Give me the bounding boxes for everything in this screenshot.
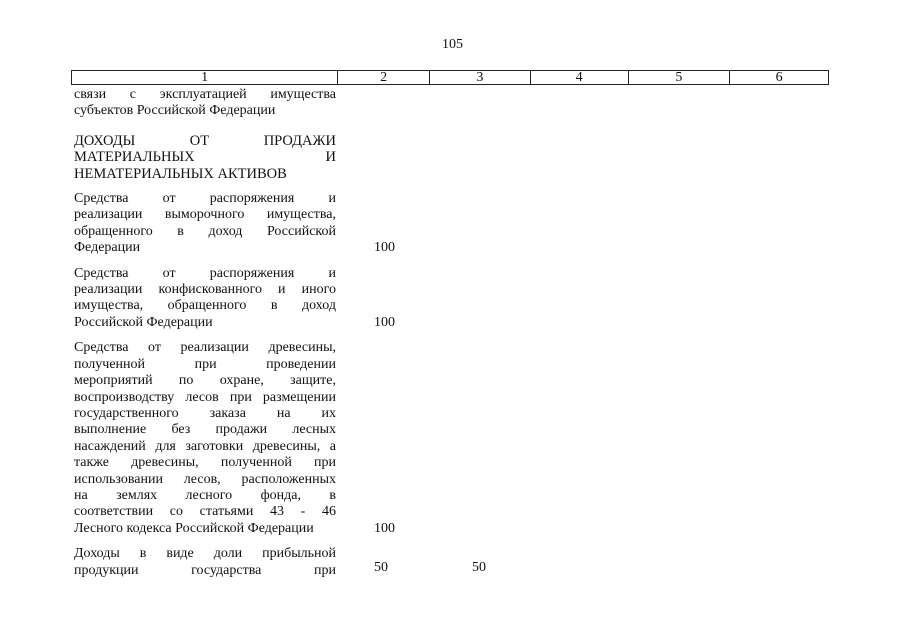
row-text-line: выполнение без продажи лесных [74, 422, 336, 438]
row-value-col-2: 100 [374, 520, 395, 536]
row-text-line: имущества, обращенного в доход [74, 298, 336, 314]
header-col-2: 2 [338, 71, 430, 84]
row-description [74, 133, 336, 182]
row-text-line: Лесного кодекса Российской Федерации [74, 520, 314, 536]
row-value-col-2: 50 [374, 560, 388, 576]
table-row [74, 266, 834, 332]
row-text-line: реализации конфискованного и иного [74, 282, 336, 298]
row-description [74, 546, 336, 579]
row-text-line: ДОХОДЫ ОТ ПРОДАЖИ [74, 132, 336, 149]
header-col-4: 4 [531, 71, 629, 84]
header-col-5: 5 [629, 71, 731, 84]
row-text-line: НЕМАТЕРИАЛЬНЫХ АКТИВОВ [74, 165, 287, 182]
row-text-line: продукции государства при [74, 562, 336, 578]
row-text-line: Доходы в виде доли прибыльной [74, 546, 336, 562]
row-text-line: реализации выморочного имущества, [74, 207, 336, 223]
row-description [74, 266, 336, 332]
row-text-line: соответствии со статьями 43 - 46 [74, 504, 336, 520]
row-text-line: воспроизводству лесов при размещении [74, 389, 336, 405]
row-text-line: МАТЕРИАЛЬНЫХ И [74, 149, 336, 166]
table-row [74, 191, 834, 257]
header-col-6: 6 [775, 70, 783, 85]
row-value-col-3: 50 [472, 560, 486, 576]
row-text-line: также древесины, полученной при [74, 455, 336, 471]
row-text-line: субъектов Российской Федерации [74, 103, 276, 119]
table-body [74, 87, 834, 588]
table-row [74, 340, 834, 537]
row-text-line: связи с эксплуатацией имущества [74, 87, 336, 102]
row-text-line: Федерации [74, 240, 141, 256]
row-description [74, 340, 336, 537]
page-number: 105 [442, 37, 463, 52]
row-text-line: насаждений для заготовки древесины, а [74, 438, 336, 454]
table-header-row [71, 70, 829, 85]
table-row [74, 87, 834, 120]
table-row [74, 133, 834, 182]
row-text-line: государственного заказа на их [74, 405, 336, 421]
row-text-line: использовании лесов, расположенных [74, 471, 336, 487]
row-text-line: Средства от распоряжения и [74, 265, 336, 281]
row-value-col-2: 100 [374, 240, 395, 256]
row-text-line: Средства от распоряжения и [74, 191, 336, 207]
row-text-line: Средства от реализации древесины, [74, 340, 336, 356]
row-description [74, 87, 336, 120]
row-text-line: полученной при проведении [74, 356, 336, 372]
header-col-1: 1 [72, 71, 338, 84]
row-text-line: Российской Федерации [74, 314, 213, 330]
row-value-col-2: 100 [374, 314, 395, 330]
header-col-3: 3 [430, 71, 531, 84]
row-description [74, 191, 336, 257]
table-row [74, 546, 834, 579]
row-text-line: мероприятий по охране, защите, [74, 373, 336, 389]
row-text-line: обращенного в доход Российской [74, 223, 336, 239]
row-text-line: на землях лесного фонда, в [74, 487, 336, 503]
